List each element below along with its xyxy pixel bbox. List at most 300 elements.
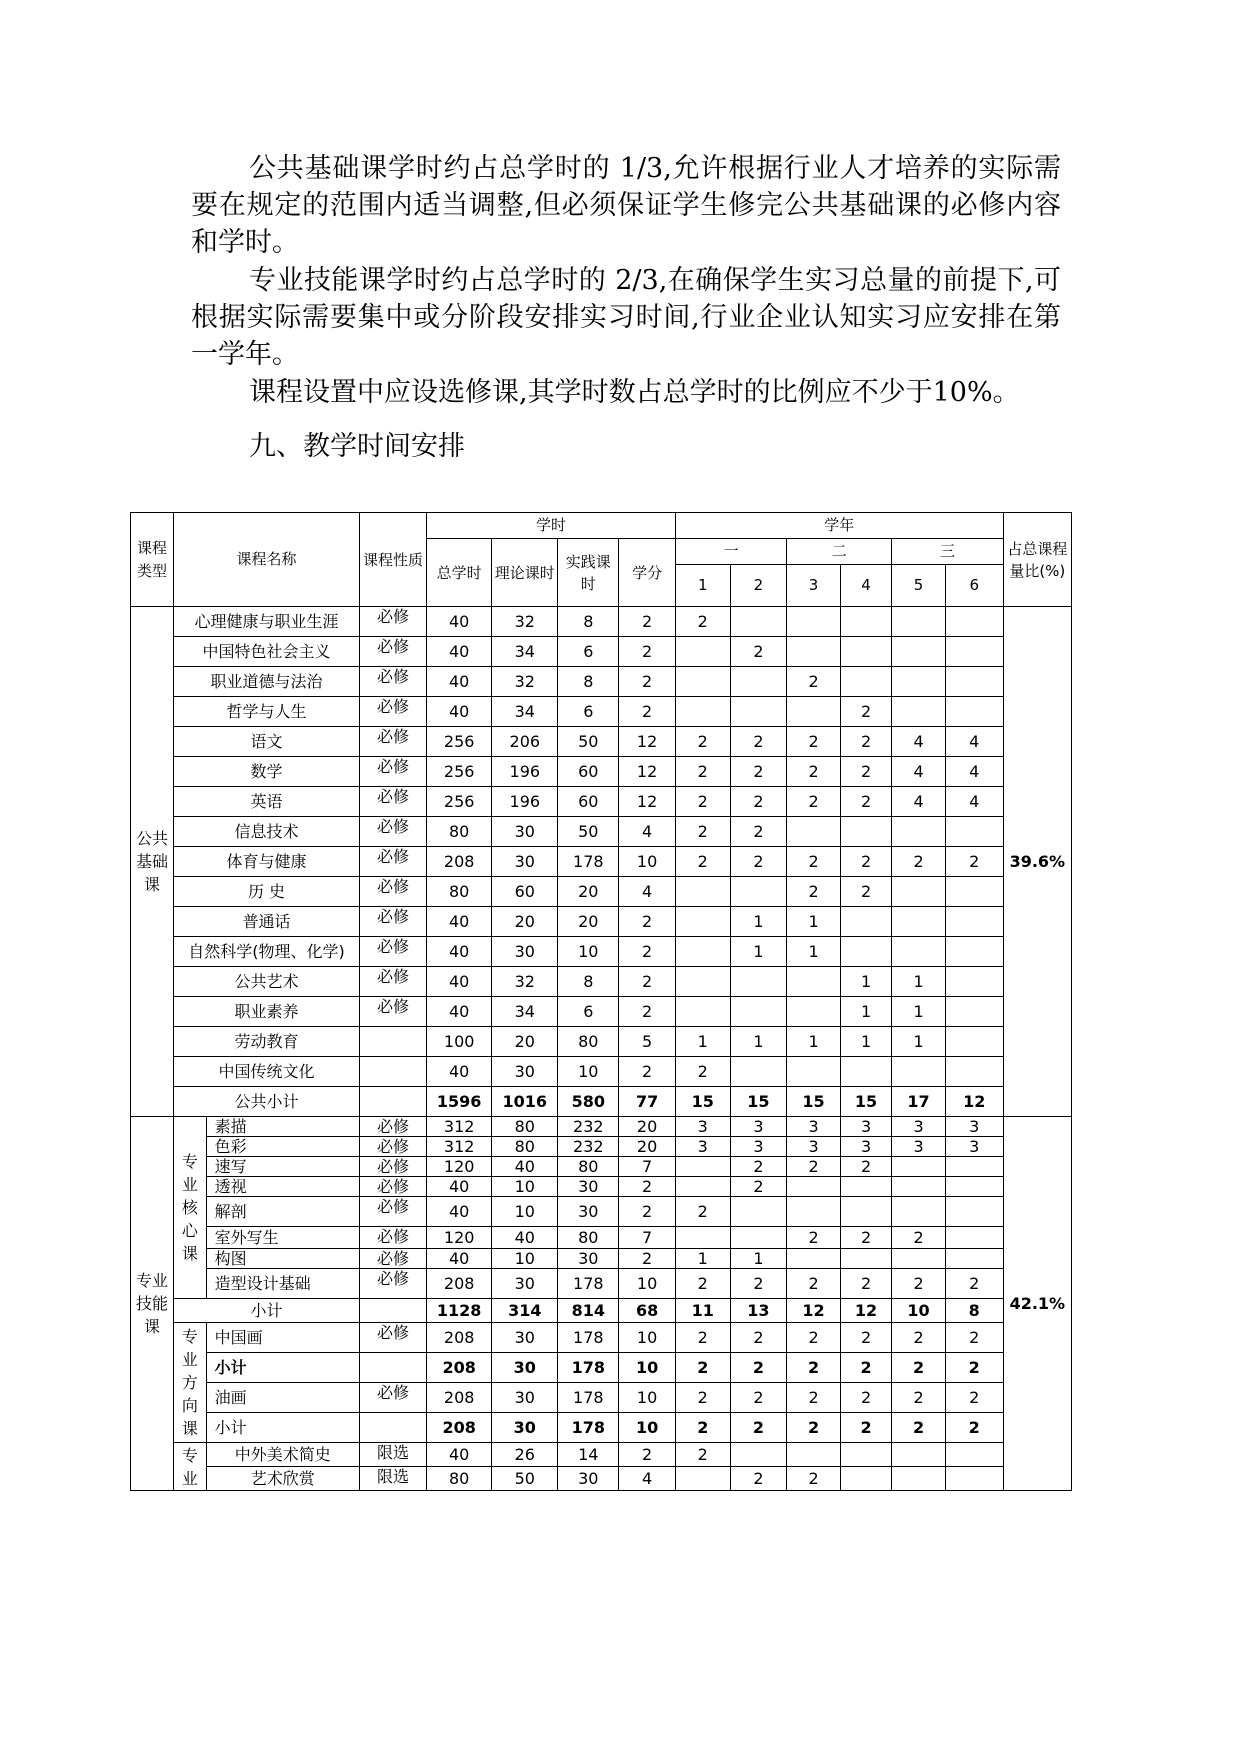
value-cell xyxy=(675,997,730,1027)
value-cell: 3 xyxy=(730,1137,787,1157)
value-cell: 3 xyxy=(945,1137,1003,1157)
course-nature-cell: 必修 xyxy=(359,847,426,877)
value-cell: 2 xyxy=(840,1353,891,1383)
value-cell xyxy=(787,697,841,727)
value-cell xyxy=(945,967,1003,997)
value-cell: 2 xyxy=(619,1057,676,1087)
value-cell: 178 xyxy=(558,1323,619,1353)
table-row xyxy=(131,727,1072,757)
course-nature-cell: 必修 xyxy=(359,997,426,1027)
value-cell: 2 xyxy=(619,1443,676,1467)
value-cell: 2 xyxy=(619,907,676,937)
value-cell: 4 xyxy=(945,727,1003,757)
table-row xyxy=(131,1157,1072,1177)
value-cell xyxy=(892,1467,946,1491)
value-cell: 1 xyxy=(892,1027,946,1057)
value-cell xyxy=(892,817,946,847)
value-cell: 1 xyxy=(840,997,891,1027)
value-cell: 32 xyxy=(492,667,558,697)
value-cell: 256 xyxy=(427,727,492,757)
value-cell: 580 xyxy=(558,1087,619,1117)
value-cell xyxy=(892,1443,946,1467)
value-cell: 2 xyxy=(787,877,841,907)
value-cell: 2 xyxy=(619,607,676,637)
value-cell xyxy=(945,997,1003,1027)
value-cell: 2 xyxy=(787,1269,841,1299)
value-cell: 30 xyxy=(492,847,558,877)
value-cell: 178 xyxy=(558,1413,619,1443)
header-practice-hours: 实践课时 xyxy=(558,539,619,607)
value-cell: 3 xyxy=(675,1117,730,1137)
value-cell xyxy=(675,877,730,907)
value-cell: 12 xyxy=(619,787,676,817)
value-cell: 40 xyxy=(427,697,492,727)
value-cell: 2 xyxy=(730,1467,787,1491)
value-cell: 1 xyxy=(787,1027,841,1057)
value-cell: 2 xyxy=(840,697,891,727)
course-name-cell: 英语 xyxy=(174,787,360,817)
value-cell xyxy=(840,1177,891,1197)
value-cell: 2 xyxy=(787,1353,841,1383)
subcategory-direction: 专业方向课 xyxy=(174,1323,207,1443)
value-cell: 30 xyxy=(492,1057,558,1087)
value-cell: 256 xyxy=(427,757,492,787)
table-row xyxy=(131,1323,1072,1353)
value-cell: 4 xyxy=(619,1467,676,1491)
course-name-cell: 哲学与人生 xyxy=(174,697,360,727)
value-cell: 50 xyxy=(558,727,619,757)
course-name-cell: 油画 xyxy=(206,1383,359,1413)
value-cell xyxy=(945,1227,1003,1249)
value-cell: 2 xyxy=(675,1269,730,1299)
value-cell: 1596 xyxy=(427,1087,492,1117)
value-cell: 40 xyxy=(427,607,492,637)
course-name-cell: 语文 xyxy=(174,727,360,757)
course-nature-cell: 必修 xyxy=(359,637,426,667)
value-cell: 256 xyxy=(427,787,492,817)
value-cell: 10 xyxy=(619,847,676,877)
table-row xyxy=(131,787,1072,817)
value-cell: 2 xyxy=(675,1383,730,1413)
course-nature-cell: 必修 xyxy=(359,1137,426,1157)
course-name-cell: 色彩 xyxy=(206,1137,359,1157)
value-cell: 4 xyxy=(619,817,676,847)
table-row xyxy=(131,1227,1072,1249)
value-cell: 11 xyxy=(675,1299,730,1323)
value-cell xyxy=(892,1157,946,1177)
value-cell: 2 xyxy=(619,997,676,1027)
course-nature-cell: 必修 xyxy=(359,667,426,697)
value-cell: 2 xyxy=(840,1323,891,1353)
value-cell: 5 xyxy=(619,1027,676,1057)
value-cell: 208 xyxy=(427,1323,492,1353)
value-cell: 312 xyxy=(427,1117,492,1137)
value-cell: 10 xyxy=(492,1197,558,1227)
value-cell: 2 xyxy=(787,847,841,877)
value-cell xyxy=(892,1197,946,1227)
value-cell: 2 xyxy=(730,637,787,667)
value-cell: 2 xyxy=(945,1323,1003,1353)
value-cell: 208 xyxy=(427,1413,492,1443)
value-cell: 10 xyxy=(619,1383,676,1413)
value-cell: 10 xyxy=(558,937,619,967)
value-cell: 2 xyxy=(840,727,891,757)
value-cell: 2 xyxy=(619,667,676,697)
value-cell: 2 xyxy=(675,847,730,877)
value-cell xyxy=(675,637,730,667)
value-cell xyxy=(787,637,841,667)
course-nature-cell: 必修 xyxy=(359,1227,426,1249)
value-cell xyxy=(840,817,891,847)
value-cell: 40 xyxy=(427,637,492,667)
value-cell: 2 xyxy=(892,1383,946,1413)
value-cell: 15 xyxy=(787,1087,841,1117)
value-cell: 3 xyxy=(892,1117,946,1137)
course-name-cell: 心理健康与职业生涯 xyxy=(174,607,360,637)
value-cell xyxy=(892,667,946,697)
value-cell: 2 xyxy=(945,847,1003,877)
value-cell: 814 xyxy=(558,1299,619,1323)
header-hours: 学时 xyxy=(427,513,676,539)
value-cell xyxy=(675,967,730,997)
value-cell: 10 xyxy=(619,1269,676,1299)
value-cell: 20 xyxy=(619,1117,676,1137)
course-nature-cell xyxy=(359,1027,426,1057)
table-row xyxy=(131,997,1072,1027)
course-nature-cell: 必修 xyxy=(359,1323,426,1353)
header-ratio: 占总课程量比(%) xyxy=(1003,513,1071,607)
value-cell xyxy=(675,1177,730,1197)
value-cell: 232 xyxy=(558,1137,619,1157)
value-cell: 2 xyxy=(787,667,841,697)
value-cell: 40 xyxy=(427,997,492,1027)
value-cell: 2 xyxy=(675,1353,730,1383)
value-cell: 178 xyxy=(558,847,619,877)
course-nature-cell: 必修 xyxy=(359,787,426,817)
table-row xyxy=(131,1353,1072,1383)
header-semester: 2 xyxy=(730,565,787,607)
value-cell: 2 xyxy=(945,1413,1003,1443)
value-cell: 2 xyxy=(730,1383,787,1413)
value-cell: 2 xyxy=(730,1269,787,1299)
value-cell: 3 xyxy=(675,1137,730,1157)
value-cell: 4 xyxy=(892,757,946,787)
subtotal-label: 小计 xyxy=(206,1353,359,1383)
value-cell: 2 xyxy=(730,1323,787,1353)
value-cell: 20 xyxy=(558,877,619,907)
value-cell: 2 xyxy=(619,967,676,997)
subtotal-row xyxy=(131,1087,1072,1117)
value-cell xyxy=(675,1467,730,1491)
value-cell xyxy=(730,607,787,637)
value-cell xyxy=(787,1249,841,1269)
value-cell: 314 xyxy=(492,1299,558,1323)
course-name-cell: 构图 xyxy=(206,1249,359,1269)
course-name-cell: 透视 xyxy=(206,1177,359,1197)
value-cell: 1 xyxy=(730,1249,787,1269)
value-cell: 4 xyxy=(892,787,946,817)
header-year-2: 二 xyxy=(787,539,892,565)
value-cell: 208 xyxy=(427,1269,492,1299)
value-cell xyxy=(892,1249,946,1269)
table-row xyxy=(131,1443,1072,1467)
value-cell: 2 xyxy=(675,1197,730,1227)
course-name-cell: 中国特色社会主义 xyxy=(174,637,360,667)
value-cell: 8 xyxy=(558,667,619,697)
course-name-cell: 普通话 xyxy=(174,907,360,937)
value-cell xyxy=(787,997,841,1027)
value-cell: 20 xyxy=(619,1137,676,1157)
value-cell: 20 xyxy=(492,907,558,937)
value-cell: 80 xyxy=(558,1157,619,1177)
value-cell xyxy=(787,817,841,847)
value-cell: 2 xyxy=(675,817,730,847)
value-cell: 15 xyxy=(730,1087,787,1117)
course-name-cell: 艺术欣赏 xyxy=(206,1467,359,1491)
value-cell: 2 xyxy=(730,1177,787,1197)
value-cell xyxy=(787,967,841,997)
value-cell: 68 xyxy=(619,1299,676,1323)
table-row xyxy=(131,907,1072,937)
value-cell: 1 xyxy=(840,1027,891,1057)
value-cell xyxy=(840,667,891,697)
course-nature-cell xyxy=(359,1087,426,1117)
course-nature-cell: 必修 xyxy=(359,967,426,997)
table-row xyxy=(131,637,1072,667)
value-cell: 2 xyxy=(730,757,787,787)
value-cell: 120 xyxy=(427,1157,492,1177)
value-cell xyxy=(787,607,841,637)
value-cell: 2 xyxy=(619,937,676,967)
value-cell: 6 xyxy=(558,997,619,1027)
value-cell xyxy=(892,1057,946,1087)
value-cell: 40 xyxy=(427,1249,492,1269)
value-cell: 80 xyxy=(558,1227,619,1249)
value-cell xyxy=(675,937,730,967)
value-cell: 2 xyxy=(840,1157,891,1177)
table-row xyxy=(131,667,1072,697)
value-cell: 10 xyxy=(492,1177,558,1197)
intro-paragraph-elective: 课程设置中应设选修课,其学时数占总学时的比例应不少于10%。 xyxy=(249,377,1020,408)
value-cell xyxy=(945,667,1003,697)
value-cell: 20 xyxy=(492,1027,558,1057)
value-cell: 178 xyxy=(558,1353,619,1383)
value-cell: 2 xyxy=(619,1177,676,1197)
value-cell: 80 xyxy=(492,1137,558,1157)
value-cell xyxy=(730,877,787,907)
value-cell: 77 xyxy=(619,1087,676,1117)
value-cell: 2 xyxy=(675,787,730,817)
value-cell xyxy=(840,1197,891,1227)
course-nature-cell: 必修 xyxy=(359,727,426,757)
value-cell: 80 xyxy=(492,1117,558,1137)
value-cell: 2 xyxy=(787,727,841,757)
value-cell xyxy=(945,1157,1003,1177)
value-cell xyxy=(945,937,1003,967)
course-nature-cell: 必修 xyxy=(359,1177,426,1197)
value-cell xyxy=(675,697,730,727)
value-cell: 2 xyxy=(730,847,787,877)
value-cell: 2 xyxy=(619,637,676,667)
header-total-hours: 总学时 xyxy=(427,539,492,607)
value-cell: 30 xyxy=(492,937,558,967)
value-cell: 12 xyxy=(840,1299,891,1323)
value-cell xyxy=(892,907,946,937)
value-cell: 2 xyxy=(675,607,730,637)
value-cell xyxy=(945,817,1003,847)
value-cell: 2 xyxy=(840,1227,891,1249)
table-row xyxy=(131,1249,1072,1269)
subcategory-core: 专业核心课 xyxy=(174,1117,207,1299)
value-cell xyxy=(892,637,946,667)
value-cell: 3 xyxy=(840,1137,891,1157)
value-cell: 4 xyxy=(619,877,676,907)
value-cell: 1 xyxy=(787,907,841,937)
value-cell: 2 xyxy=(892,1227,946,1249)
table-row xyxy=(131,817,1072,847)
course-name-cell: 中外美术简史 xyxy=(206,1443,359,1467)
course-nature-cell: 必修 xyxy=(359,757,426,787)
value-cell: 2 xyxy=(730,1353,787,1383)
value-cell: 10 xyxy=(619,1413,676,1443)
course-name-cell: 解剖 xyxy=(206,1197,359,1227)
course-name-cell: 室外写生 xyxy=(206,1227,359,1249)
value-cell: 40 xyxy=(492,1227,558,1249)
table-row xyxy=(131,937,1072,967)
value-cell: 3 xyxy=(730,1117,787,1137)
table-row xyxy=(131,877,1072,907)
value-cell: 178 xyxy=(558,1269,619,1299)
value-cell xyxy=(840,637,891,667)
value-cell: 2 xyxy=(840,1383,891,1413)
value-cell: 40 xyxy=(427,667,492,697)
value-cell: 2 xyxy=(892,1353,946,1383)
value-cell: 14 xyxy=(558,1443,619,1467)
value-cell xyxy=(675,667,730,697)
value-cell xyxy=(840,1249,891,1269)
value-cell xyxy=(730,967,787,997)
value-cell xyxy=(787,1443,841,1467)
table-row xyxy=(131,1467,1072,1491)
value-cell: 2 xyxy=(840,877,891,907)
category-public: 公共基础课 xyxy=(131,607,174,1117)
value-cell: 2 xyxy=(675,1443,730,1467)
course-nature-cell: 必修 xyxy=(359,1197,426,1227)
value-cell xyxy=(840,1467,891,1491)
value-cell: 2 xyxy=(787,757,841,787)
value-cell: 7 xyxy=(619,1157,676,1177)
subtotal-label: 小计 xyxy=(206,1413,359,1443)
value-cell: 2 xyxy=(619,1249,676,1269)
value-cell: 10 xyxy=(558,1057,619,1087)
value-cell xyxy=(840,1443,891,1467)
course-nature-cell: 必修 xyxy=(359,937,426,967)
value-cell: 80 xyxy=(427,817,492,847)
value-cell: 2 xyxy=(840,1269,891,1299)
value-cell: 50 xyxy=(492,1467,558,1491)
value-cell: 3 xyxy=(787,1137,841,1157)
value-cell: 80 xyxy=(427,877,492,907)
header-semester: 1 xyxy=(675,565,730,607)
course-nature-cell: 必修 xyxy=(359,877,426,907)
table-row xyxy=(131,1027,1072,1057)
value-cell: 3 xyxy=(840,1117,891,1137)
value-cell: 312 xyxy=(427,1137,492,1157)
value-cell xyxy=(945,1197,1003,1227)
value-cell: 30 xyxy=(492,817,558,847)
value-cell xyxy=(787,1057,841,1087)
value-cell: 2 xyxy=(840,847,891,877)
value-cell xyxy=(945,907,1003,937)
header-category: 课程类型 xyxy=(131,513,174,607)
value-cell: 34 xyxy=(492,637,558,667)
course-nature-cell: 必修 xyxy=(359,607,426,637)
table-row xyxy=(131,847,1072,877)
value-cell: 2 xyxy=(675,727,730,757)
value-cell: 1128 xyxy=(427,1299,492,1323)
value-cell: 196 xyxy=(492,787,558,817)
value-cell: 2 xyxy=(730,727,787,757)
value-cell xyxy=(945,1249,1003,1269)
course-nature-cell xyxy=(359,1299,426,1323)
value-cell: 2 xyxy=(675,1323,730,1353)
value-cell: 17 xyxy=(892,1087,946,1117)
value-cell: 1 xyxy=(787,937,841,967)
value-cell: 40 xyxy=(427,937,492,967)
table-row xyxy=(131,1383,1072,1413)
header-semester: 5 xyxy=(892,565,946,607)
value-cell: 2 xyxy=(787,1227,841,1249)
subtotal-label: 公共小计 xyxy=(174,1087,360,1117)
value-cell: 6 xyxy=(558,697,619,727)
header-year-1: 一 xyxy=(675,539,786,565)
value-cell: 30 xyxy=(492,1323,558,1353)
value-cell xyxy=(945,1027,1003,1057)
value-cell: 32 xyxy=(492,607,558,637)
value-cell: 4 xyxy=(945,757,1003,787)
course-name-cell: 中国画 xyxy=(206,1323,359,1353)
table-row xyxy=(131,697,1072,727)
value-cell: 80 xyxy=(558,1027,619,1057)
course-nature-cell: 必修 xyxy=(359,907,426,937)
value-cell xyxy=(945,637,1003,667)
course-name-cell: 自然科学(物理、化学) xyxy=(174,937,360,967)
value-cell: 40 xyxy=(427,1177,492,1197)
value-cell xyxy=(892,1177,946,1197)
value-cell: 2 xyxy=(840,1413,891,1443)
value-cell: 15 xyxy=(675,1087,730,1117)
value-cell: 2 xyxy=(619,1197,676,1227)
value-cell: 8 xyxy=(558,967,619,997)
value-cell xyxy=(945,697,1003,727)
value-cell: 2 xyxy=(945,1383,1003,1413)
value-cell: 7 xyxy=(619,1227,676,1249)
table-row xyxy=(131,1177,1072,1197)
value-cell xyxy=(945,1443,1003,1467)
value-cell: 12 xyxy=(787,1299,841,1323)
value-cell: 2 xyxy=(840,757,891,787)
value-cell: 2 xyxy=(787,1323,841,1353)
value-cell: 2 xyxy=(787,1157,841,1177)
value-cell: 3 xyxy=(787,1117,841,1137)
header-year: 学年 xyxy=(675,513,1003,539)
value-cell xyxy=(945,1177,1003,1197)
course-nature-cell: 必修 xyxy=(359,817,426,847)
schedule-table xyxy=(130,512,1072,1491)
value-cell: 232 xyxy=(558,1117,619,1137)
table-row xyxy=(131,1117,1072,1137)
course-name-cell: 历 史 xyxy=(174,877,360,907)
